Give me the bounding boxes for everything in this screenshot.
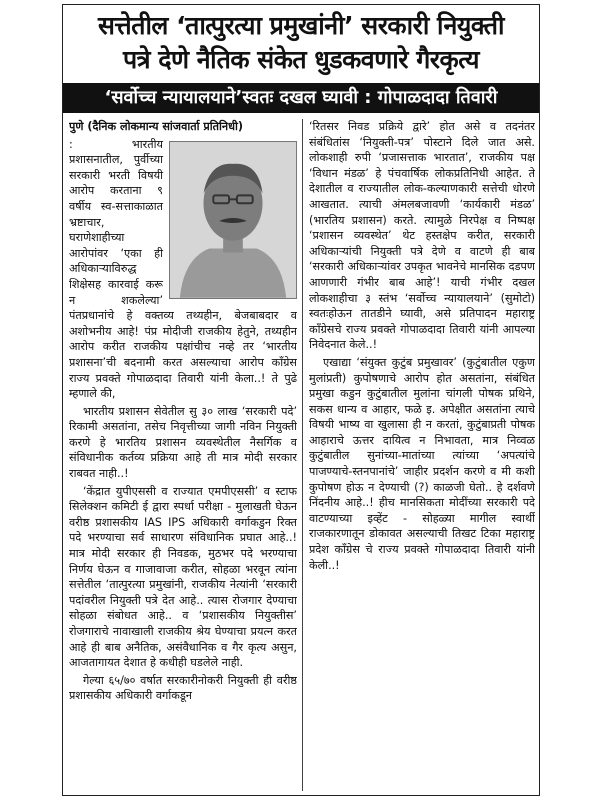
- headline-line-2: पत्रे देणे नैतिक संकेत धुडकवणारे गैरकृत्य: [123, 45, 479, 74]
- dateline: पुणे (दैनिक लोकमान्य सांजवार्ता प्रतिनिधी): [69, 120, 244, 133]
- right-paragraph-2: एखाद्या ‘संयुक्त कुटुंब प्रमुखावर’ (कुटुंबातील एकुण मुलांप्रती) कुपोषणाचे आरोप होत असतांना, संबंधित प्रमुखा कडुन कुटुंबातील मुलांना चांगली पोषक प्रथिने, सकस धान्य व आहार, फळे इ. अपेक्षीत असतांना त्याचे विषयी भाष्य वा खुलासा ही न करतां, कुटुंबाप्रती पोषक आहाराचे ऊत्तर दायित्व न निभावता, मात्र निव्वळ कुटुंबातील सुनांच्या-मातांच्या त्यांच्या ‘अपत्यांचे पाजण्याचे-स्तनपानांचे’ जाहीर प्रदर्शन करणे व मी कशी कुपोषण होऊ न देण्याची (?) काळजी घेतो.. हे दर्शवणे निंदनीय आहे..! हीच मानसिकता मोदींच्या सरकारी पदे वाटण्याच्या इव्हेंट - सोहळ्या मागील स्वार्थी राजकारणातून डोकावत असल्याची तिखट टिका महाराष्ट्र प्रदेश कॉंग्रेस चे राज्य प्रवक्ते गोपाळदादा तिवारी यांनी केली..!: [309, 355, 535, 572]
- portrait-photo-icon: [170, 142, 296, 298]
- left-column: [69, 119, 297, 791]
- subheadline-banner: ‘सर्वोच्च न्यायालयाने’स्वतः दखल घ्यावी : गोपाळदादा तिवारी: [63, 83, 539, 113]
- article-body: [69, 119, 533, 791]
- newspaper-clipping: [62, 4, 540, 796]
- left-paragraph-4: गेल्या ६५/७० वर्षात सरकारीनोकरी नियुक्ती ही वरीष्ठ प्रशासकीय अधिकारी वर्गाकडून: [69, 673, 297, 703]
- headline-line-1: सत्तेतील ‘तात्पुरत्या प्रमुखांनी’ सरकारी नियुक्ती: [98, 11, 504, 40]
- left-paragraph-2: भारतीय प्रशासन सेवेतील सु ३० लाख ‘सरकारी पदे’ रिकामी असतांना, तसेच निवृत्तीच्या जागी नविन नियुक्ती करणे हे भारतिय प्रशासन व्यवस्थेतील नैसर्गिक व संविधानीक कर्तव्य प्रक्रिया आहे ती मात्र मोदी सरकार राबवत नाही..!: [69, 404, 297, 481]
- left-paragraph-3: ‘केंद्रात युपीएससी व राज्यात एमपीएससी’ व स्टाफ सिलेक्शन कमिटी ई द्वारा स्पर्धा परीक्षा - मुलाखती घेऊन वरीष्ठ प्रशासकीय IAS IPS अधिकारी वर्गाकडुन रिक्त पदे भरण्याचा सर्व साधारण संविधानिक प्रघात आहे..! मात्र मोदी सरकार ही निवडक, मुठभर पदे भरण्याचा निर्णय घेऊन व गाजावाजा करीत, सोहळा भरवून त्यांना सत्तेतील ‘तात्पुरत्या प्रमुखांनी, राजकीय नेत्यांनी ‘सरकारी पदांवरील नियुक्ती पत्रे देत आहे.. त्यास रोजगार देण्याचा सोहळा संबोधत आहे.. व ‘प्रशासकीय नियुक्तीस’ रोजगाराचे नावाखाली राजकीय श्रेय घेण्याचा प्रयत्न करत आहे ही बाब अनैतिक, असंवैधानिक व गैर कृत्य असुन, आजतागायत देशात हे कधीही घडलेले नाही.: [69, 484, 297, 670]
- left-paragraph-1: : भारतीय प्रशासनातील, पुर्वीच्या सरकारी भरती विषयी आरोप करताना ९ वर्षीय स्व-सत्ताकाळात भ्रष्टाचार, घराणेशाहीच्या आरोपांवर ‘एका ही अधिकाऱ्याविरुद्ध शिक्षेसह कारवाई करू न शकलेल्या’ पंतप्रधानांचे हे वक्तव्य तथ्यहीन, बेजबाबदार व अशोभनीय आहे! पंप्र मोदीजी राजकीय हेतुने, तथ्यहीन आरोप करीत राजकीय पक्षांचीच नव्हे तर ‘भारतीय प्रशासना’ची बदनामी करत असल्याचा आरोप कॉंग्रेस राज्य प्रवक्ते गोपाळदादा तिवारी यांनी केला..! ते पुढे म्हणाले की,: [69, 137, 297, 401]
- portrait-photo: [169, 141, 297, 299]
- right-paragraph-1: ‘रितसर निवड प्रक्रिये द्वारे’ होत असे व तदनंतर संबंधितांस ‘नियुक्ती-पत्र’ पोस्टाने दिले जात असे. लोकशाही रुपी ‘प्रजासत्ताक भारतात’, राजकीय पक्ष ‘विधान मंडळ’ हे पंचवार्षिक लोकप्रतिनिधी आहेत. ते देशातील व राज्यातील लोक-कल्याणकारी सत्तेची धोरणे आखतात. त्याची अंमलबजावणी ‘कार्यकारी मंडळ’ (भारतिय प्रशासन) करते. त्यामुळे निरपेक्ष व निष्पक्ष ‘प्रशासन व्यवस्थेत’ थेट हस्तक्षेप करीत, सरकारी अधिकाऱ्यांची नियुक्ती पत्रे देणे व वाटणे ही बाब ‘सरकारी अधिकाऱ्यांवर उपकृत भावनेचे मानसिक दडपण आणणारी गंभीर बाब आहे’! याची गंभीर दखल लोकशाहीचा ३ स्तंभ ‘सर्वोच्च न्यायालयाने’ (सुमोटो) स्वतःहोऊन तातडीने घ्यावी, असे प्रतिपादन महाराष्ट्र कॉंग्रेसचे राज्य प्रवक्ते गोपाळदादा तिवारी यांनी आपल्या निवेदनात केले..!: [309, 120, 535, 352]
- headline: [63, 9, 539, 77]
- column-divider: [302, 119, 303, 791]
- right-column: [309, 119, 535, 791]
